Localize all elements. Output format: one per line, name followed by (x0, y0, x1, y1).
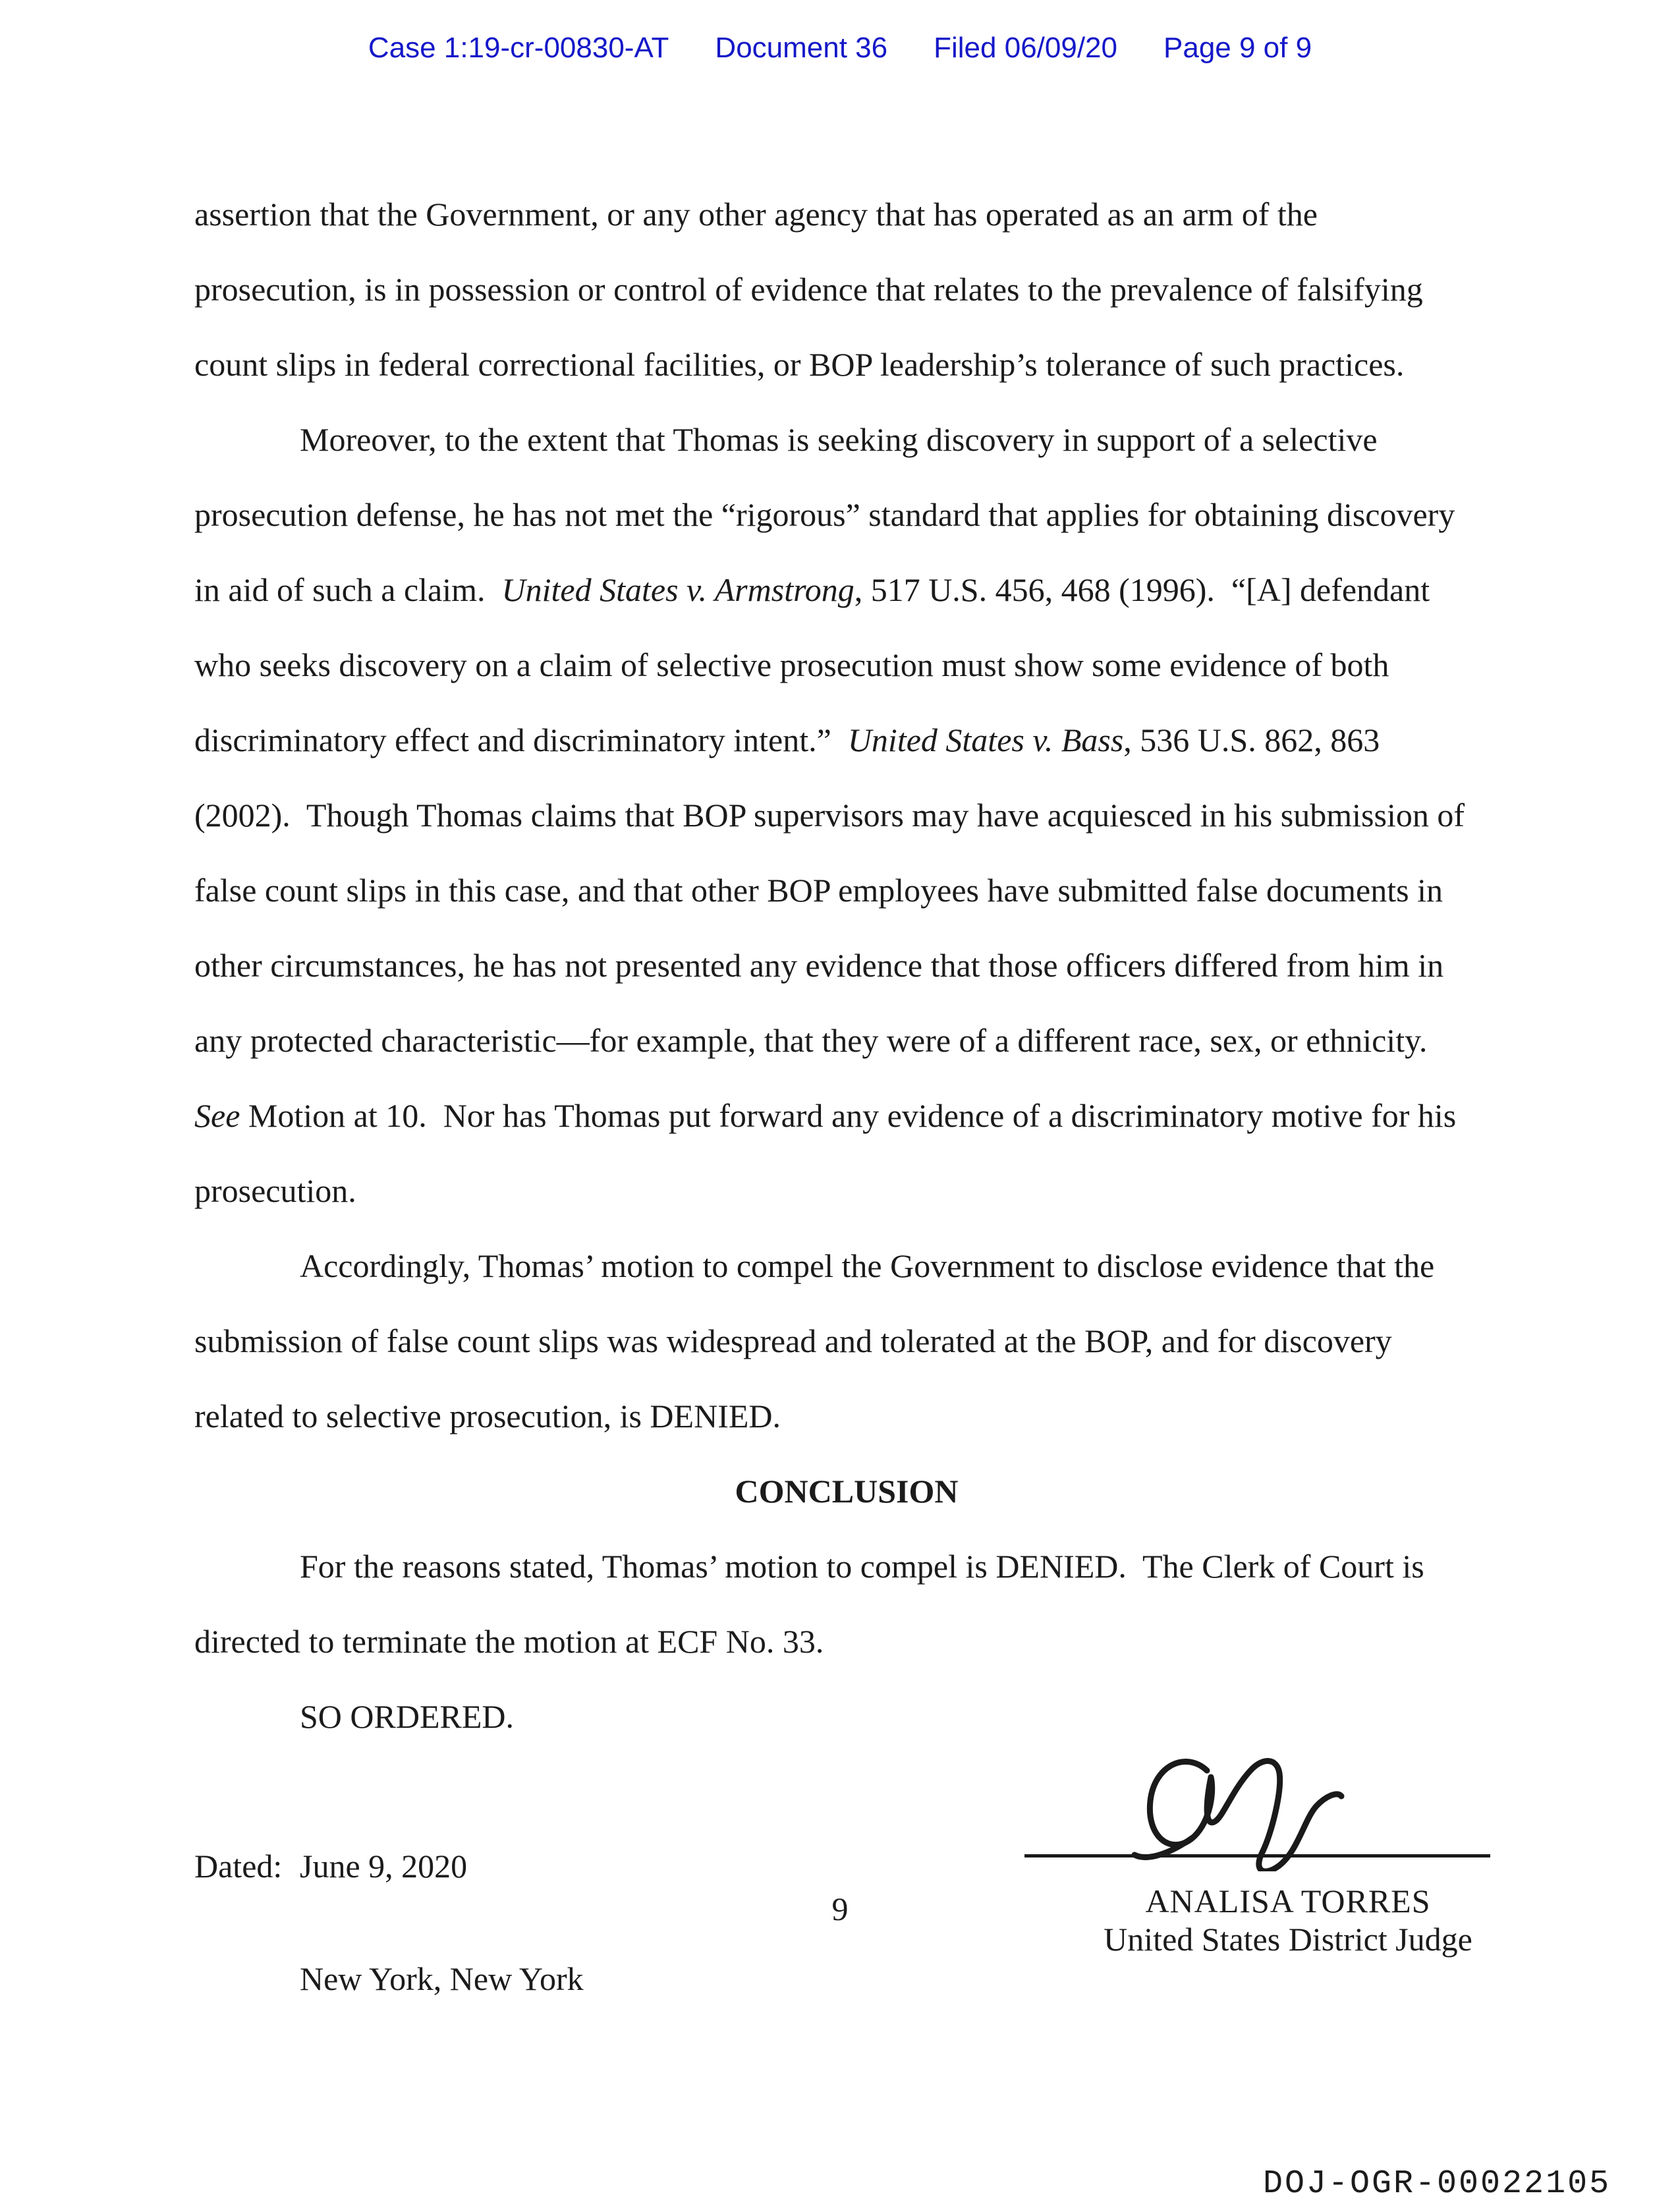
judge-name: ANALISA TORRES (1145, 1883, 1431, 1919)
case-number: Case 1:19-cr-00830-AT (368, 32, 669, 64)
body-line: related to selective prosecution, is DENIED. (194, 1398, 781, 1434)
case-citation-bass: United States v. Bass (847, 722, 1124, 758)
body-line: Moreover, to the extent that Thomas is seeking discovery in support of a selective (300, 421, 1378, 458)
body-line: who seeks discovery on a claim of selective prosecution must show some evidence of both (194, 646, 1389, 683)
body-line: assertion that the Government, or any other agency that has operated as an arm of the (194, 196, 1318, 233)
dated-place: New York, New York (300, 1960, 584, 1997)
page-number: 9 (831, 1890, 849, 1927)
ecf-stamp-header (0, 32, 1680, 65)
judge-title: United States District Judge (1104, 1921, 1472, 1958)
dated-label: Dated: (194, 1848, 283, 1885)
body-run: in aid of such a claim. (194, 571, 502, 608)
body-line: For the reasons stated, Thomas’ motion to compel is DENIED. The Clerk of Court is (300, 1548, 1424, 1585)
body-line: (2002). Though Thomas claims that BOP supervisors may have acquiesced in his submission of (194, 797, 1465, 834)
document-number: Document 36 (715, 32, 888, 64)
body-line: Accordingly, Thomas’ motion to compel the Government to disclose evidence that the (300, 1247, 1435, 1284)
signature-line (1024, 1854, 1490, 1858)
body-run: Motion at 10. Nor has Thomas put forward any evidence of a discriminatory motive for his (240, 1097, 1457, 1134)
body-line: prosecution defense, he has not met the “rigorous” standard that applies for obtaining discovery (194, 496, 1455, 533)
body-line: prosecution. (194, 1172, 356, 1209)
body-line: false count slips in this case, and that other BOP employees have submitted false documents in (194, 872, 1443, 909)
body-run: , 517 U.S. 456, 468 (1996). “[A] defendant (854, 571, 1430, 608)
page-count: Page 9 of 9 (1163, 32, 1312, 64)
order-body-text (194, 177, 1499, 1754)
conclusion-heading: CONCLUSION (735, 1473, 959, 1510)
body-line (194, 552, 1499, 627)
body-line: count slips in federal correctional facilities, or BOP leadership’s tolerance of such practices. (194, 346, 1405, 383)
body-line: submission of false count slips was widespread and tolerated at the BOP, and for discovery (194, 1322, 1392, 1359)
dated-date: June 9, 2020 (300, 1848, 468, 1885)
body-run: , 536 U.S. 862, 863 (1123, 722, 1380, 758)
judge-signature-image (1113, 1740, 1364, 1871)
body-line: directed to terminate the motion at ECF No. 33. (194, 1623, 824, 1660)
dated-row (194, 1848, 787, 1885)
body-line: any protected characteristic—for example, that they were of a different race, sex, or ethnicity. (194, 1022, 1428, 1059)
case-citation-armstrong: United States v. Armstrong (501, 571, 854, 608)
bates-number: DOJ-OGR-00022105 (1263, 2165, 1611, 2203)
body-run: discriminatory effect and discriminatory intent.” (194, 722, 848, 758)
see-reference: See (194, 1097, 240, 1134)
body-line: other circumstances, he has not presented any evidence that those officers differed from him in (194, 947, 1444, 984)
body-line (194, 1078, 1499, 1153)
so-ordered-line: SO ORDERED. (300, 1698, 515, 1735)
filed-date: Filed 06/09/20 (934, 32, 1117, 64)
body-line: prosecution, is in possession or control of evidence that relates to the prevalence of falsifying (194, 271, 1423, 308)
body-line (194, 702, 1499, 778)
